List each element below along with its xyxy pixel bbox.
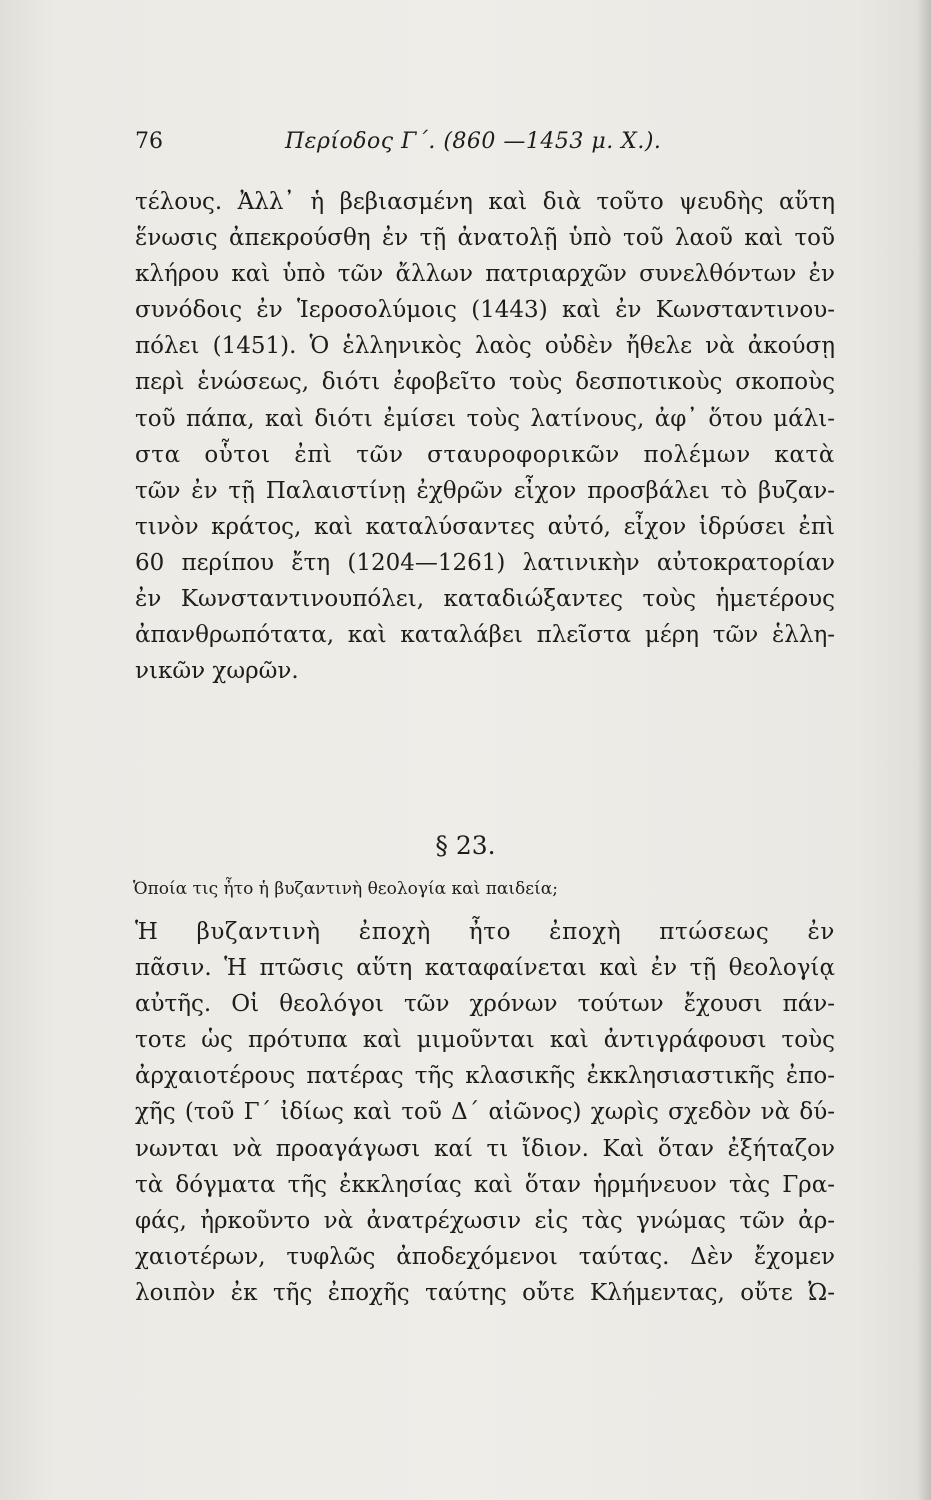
text-line: νωνται νὰ προαγάγωσι καί τι ἴδιον. Καὶ ὅταν ἐξήταζον [135,1135,835,1162]
text-line: τέλους. Ἀλλ᾽ ἡ βεβιασμένη καὶ διὰ τοῦτο ψευδὴς αὕτη [135,189,835,215]
paragraph-2 [135,914,835,1311]
text-line: τινὸν κράτος, καὶ καταλύσαντες αὐτό, εἶχον ἱδρύσει ἐπὶ [135,513,835,540]
text-line: ἕνωσις ἀπεκρούσθη ἐν τῇ ἀνατολῇ ὑπὸ τοῦ λαοῦ καὶ τοῦ [135,225,835,252]
running-title: Περίοδος Γ΄. (860 —1453 μ. Χ.). [285,129,662,154]
section-question: Ὁποία τις ἦτο ἡ βυζαντινὴ θεολογία καὶ παιδεία; [133,879,558,899]
text-line: ἀρχαιοτέρους πατέρας τῆς κλασικῆς ἐκκλησιαστικῆς ἐπο- [135,1063,835,1090]
text-line: κλήρου καὶ ὑπὸ τῶν ἄλλων πατριαρχῶν συνελθόντων ἐν [135,261,835,288]
text-line: ἀπανθρωπότατα, καὶ καταλάβει πλεῖστα μέρη τῶν ἑλλη- [135,622,835,649]
text-line: 60 περίπου ἔτη (1204—1261) λατινικὴν αὐτοκρατορίαν [135,549,835,576]
text-line: χῆς (τοῦ Γ΄ ἰδίως καὶ τοῦ Δ΄ αἰῶνος) χωρὶς σχεδὸν νὰ δύ- [135,1099,835,1126]
text-line: νικῶν χωρῶν. [135,658,299,685]
text-line: τοτε ὡς πρότυπα καὶ μιμοῦνται καὶ ἀντιγράφουσι τοὺς [135,1027,835,1054]
text-line: τὰ δόγματα τῆς ἐκκλησίας καὶ ὅταν ἡρμήνευον τὰς Γρα- [135,1171,835,1198]
text-line: περὶ ἑνώσεως, διότι ἐφοβεῖτο τοὺς δεσποτικοὺς σκοποὺς [135,369,835,396]
text-line: τοῦ πάπα, καὶ διότι ἐμίσει τοὺς λατίνους, ἀφ᾽ ὅτου μάλι- [135,405,835,432]
page-number: 76 [135,129,163,154]
text-line: χαιοτέρων, τυφλῶς ἀποδεχόμενοι ταύτας. Δὲν ἔχομεν [135,1243,835,1270]
section-number: § 23. [435,831,496,860]
text-line: πόλει (1451). Ὁ ἑλληνικὸς λαὸς οὐδὲν ἤθελε νὰ ἀκούσῃ [135,333,835,360]
running-header [135,122,835,162]
text-line: Ἡ βυζαντινὴ ἐποχὴ ἦτο ἐποχὴ πτώσεως ἐν [135,919,835,945]
text-line: πᾶσιν. Ἡ πτῶσις αὕτη καταφαίνεται καὶ ἐν τῇ θεολογίᾳ [135,955,835,982]
text-line: φάς, ἠρκοῦντο νὰ ἀνατρέχωσιν εἰς τὰς γνώμας τῶν ἀρ- [135,1207,835,1234]
text-line: στα οὗτοι ἐπὶ τῶν σταυροφορικῶν πολέμων κατὰ [135,441,835,468]
text-line: ἐν Κωνσταντινουπόλει, καταδιώξαντες τοὺς ἡμετέρους [135,586,835,613]
text-line: συνόδοις ἐν Ἱεροσολύμοις (1443) καὶ ἐν Κωνσταντινου- [135,297,835,324]
text-line: λοιπὸν ἐκ τῆς ἐποχῆς ταύτης οὔτε Κλήμεντας, οὔτε Ὠ- [135,1279,835,1306]
paragraph-1 [135,184,835,689]
text-line: τῶν ἐν τῇ Παλαιστίνῃ ἐχθρῶν εἶχον προσβάλει τὸ βυζαν- [135,477,835,504]
text-line: αὐτῆς. Οἱ θεολόγοι τῶν χρόνων τούτων ἔχουσι πάν- [135,991,835,1018]
page-gutter-shadow [917,0,931,1500]
